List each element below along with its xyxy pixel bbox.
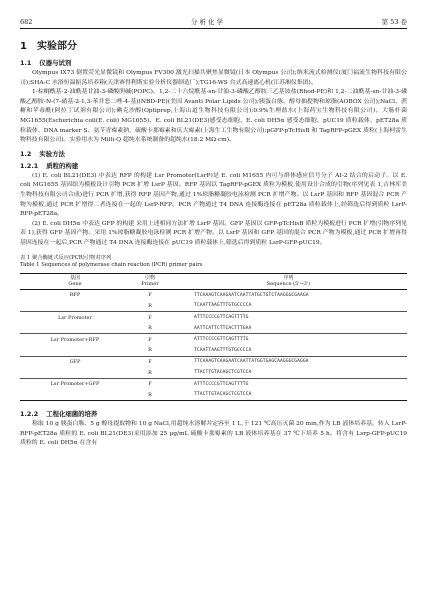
primer-cell: F [130, 378, 170, 389]
gene-cell: Lsr Promoter+RFP [20, 334, 130, 345]
volume-label: 第 53 卷 [381, 18, 407, 26]
sequence-cell: TCAATTAAGTTTGTGCCCCA [194, 347, 252, 353]
paragraph-culture: 称取 10 g 胰蛋白胨、5 g 醇母提取物和 10 g NaCl,用超纯水溶解并定容至 1 L,于 121 ℃高压灭菌 20 min,作为 LB 液体培养基。转入 LsrP-RFP-pET28a 质粒的 E. coli BL21(DE3)采用添加 25 μg/mL 硫酸卡那霉素的 LB 液体培养基在 37 ℃下培养 5 h。将含有 Lsrp-GFP-pUC19 质粒的 E. coli DH5α 在含有 [20, 421, 407, 447]
primer-cell: R [148, 302, 152, 309]
col-primer-en: Primer [130, 281, 170, 289]
gene-cell: GFP [20, 356, 130, 367]
col-gene-en: Gene [20, 281, 130, 289]
gene-cell [20, 367, 130, 378]
gene-cell: Lsr Promoter [20, 312, 130, 323]
subsection-1-2-1: 1.2.1 质粒的构建 [20, 161, 79, 170]
sequence-cell: AATTCATTCTTCACTTTGAA [194, 325, 252, 331]
sequence-cell: TCAATTAAGTTTGTGCCCCA [194, 303, 252, 309]
table-row [20, 334, 407, 345]
section-heading: 实验部分 [36, 41, 77, 52]
subsection-1-2-2: 1.2.2 工程化细菌的培养 [20, 410, 98, 419]
table-row [20, 290, 407, 301]
primer-cell: F [148, 292, 152, 299]
page-number: 682 [20, 18, 33, 26]
table-caption-en: Table 1 Sequences of polymerase chain reaction (PCR) primer pairs [20, 262, 203, 268]
sequence-cell: TTACTTGTACAGCTCGTCCA [170, 389, 407, 400]
primer-cell: R [130, 389, 170, 400]
gene-cell: RFP [69, 292, 81, 299]
primer-cell: R [148, 325, 152, 332]
primer-cell: F [130, 356, 170, 367]
table-row [20, 301, 407, 312]
sequence-cell: TTCAAAGTCAAGAATCAATTATGGTGAGCAAGGGCGAGGA [170, 356, 407, 367]
primer-cell: R [148, 369, 152, 376]
primer-cell: R [148, 347, 152, 354]
subsection-1-1: 1.1 仪器与试剂 [20, 59, 72, 67]
sequence-cell: ATTTCCCCGTTCAGTTTTG [170, 312, 407, 323]
gene-cell [20, 389, 130, 400]
col-gene-cn: 基因 [20, 273, 130, 281]
gene-cell [20, 345, 130, 356]
sequence-cell: ATTTCCCCGTTCAGTTTTG [170, 378, 407, 389]
col-sequence-en: Sequence (5'→3') [170, 281, 407, 289]
table-row [20, 356, 407, 367]
header-rule [20, 28, 407, 29]
table-row [20, 323, 407, 334]
col-primer-cn: 引物 [130, 273, 170, 281]
paragraph-reagents: 1-棕榈酰基-2-油酰基甘油-3-磷酸胆碱(POPC)、1,2-二十六烷酰基-sn-甘油-3-磷酸乙醇胺三乙基铵盐(Rhod-PE)和 1,2-二油酰基-sn-甘油-3-磷酸乙醇胺-N-(7-硝基-2-1,3-苯并恶二唑-4-基)(NBD-PE)(美国 Avanti Polar Lipids 公司);胰蛋白胨、醇母抽提物和琼脂(AOBOX 公司);NaCl、蔗糖和苹毒酰(阿拉丁试剂有限公司);碘克沙醇(Optiprep,上海山道生物科技有限公司);0.9%生理盐水(上海药宝生物科技有限公司)。大肠杆菌 MG1655(Escherichia coli(E. coli) MG1655)、E. coli BL21(DE3)感受态细胞、E. coli DH5α 感受态细胞、pUC19 质粒载体、pET28a 质粒载体、DNA marker S、氨苄青霉素钠、硫酸卡那霉素和庆大霉素(上海生工生物有限公司);pGFP-pTcHisB 和 TagRFP-pGEX 质粒(上海柯雷生物科技有限公司)。实验用水为 Milli-Q 超纯水系统制备的超纯水(18.2 MΩ·cm)。 [20, 89, 407, 144]
table-row [20, 312, 407, 323]
journal-name: 分 析 化 学 [190, 18, 224, 26]
primer-cell: F [130, 334, 170, 345]
col-sequence-cn: 序列 [170, 273, 407, 281]
table-row [20, 378, 407, 389]
gene-cell: Lsr Promoter+GFP [20, 378, 130, 389]
section-number: 1 [20, 41, 27, 52]
sequence-cell: ATTTCCCCGTTCAGTTTTG [170, 334, 407, 345]
paragraph-plasmid-2: (2) E. coli DH5α 中表达 GFP 的构建 采用上述相同方法扩增 LsrP 基因。GFP 基因以 GFP-pTcHisB 质粒为模板进行 PCR 扩增(引物序列见表 1),获得 GFP 基因产物。采用 1%琼脂糖凝胶电泳检测 PCR 扩增产物。以 LsrP 基因和 GFP 基因的混合 PCR 产物为模板,通过 PCR 扩增再得基因连接在一起后,PCR 产物通过 T4 DNA 连接酶连接在 pUC19 质粒载体上,筛选后得到质粒 LsrP-GFP-pUC19。 [20, 220, 407, 246]
table-row [20, 345, 407, 356]
primer-table [20, 273, 407, 402]
paragraph-instruments: Olympus IX73 倒置荧光显微镜和 Olympus FV300 激光扫描共聚焦显微镜(日本 Olympus 公司);纳米流式检测仪(厦门福流生物科技有限公司);SHA-C 水浴恒温振荡培养箱(天津赛得利斯实验分析仪器制造厂);TG16-WS 台式高速离心机(江苏湘仪集团)。 [20, 70, 407, 86]
sequence-cell: TTCAAAGTCAAGAATCAATTATGCTGTCTAAGGGCGAAGA [194, 292, 309, 298]
paragraph-plasmid-1: (1) E. coli BL21(DE3) 中表达 RFP 的构建 Lsr Promoter(LsrP)是 E. coli M1655 内可与群体感应信号分子 AI-2 结合的启动子。以 E. coli MG1655 基因组为模板设计引物 PCR 扩增 LsrP 基因。RFP 基因以 TagRFP-pGEX 质粒为模板,使用设计合成的引物(序列见表 1,吉林库美生物科技有限公司合成)进行 PCR 扩增,获得 RFP 基因产物,通过 1%琼脂糖凝胶电泳检测 PCR 扩增产物。以 LsrP 基因和 RFP 基因混合 PCR 产物为模板,通过 PCR 扩增得二者连接在一起的 LsrP-RFP。PCR 产物通过 T4 DNA 连接酶连接在 pET28a 质粒载体上,经筛选后得到质粒 LsrP-RFP-pET28a。 [20, 172, 407, 218]
subsection-1-2: 1.2 实验方法 [20, 149, 65, 158]
section-title [20, 37, 407, 52]
table-row [20, 367, 407, 378]
sequence-cell: TTACTTGTACAGCTCGTCCA [194, 370, 252, 376]
table-row [20, 389, 407, 400]
gene-cell [20, 301, 130, 312]
table-caption-cn: 表 1 聚合酶链式反应(PCR)引物对序列 [20, 254, 112, 261]
running-header [20, 17, 407, 28]
gene-cell [20, 323, 130, 334]
primer-table-body [20, 290, 407, 401]
primer-cell: F [130, 312, 170, 323]
